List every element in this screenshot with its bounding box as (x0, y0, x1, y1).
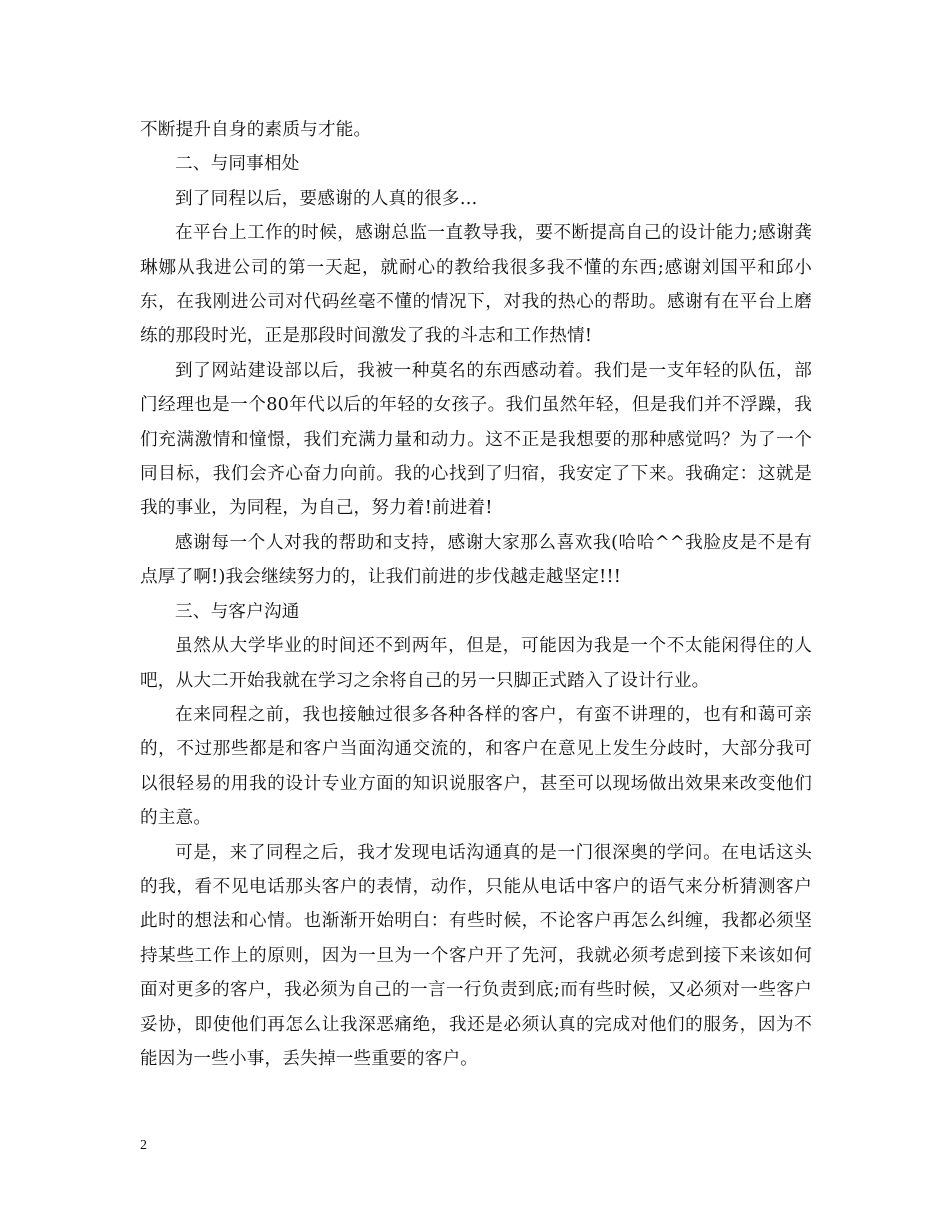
paragraph: 到了网站建设部以后，我被一种莫名的东西感动着。我们是一支年轻的队伍，部门经理也是一个80年代以后的年轻的女孩子。我们虽然年轻，但是我们并不浮躁，我们充满激情和憧憬，我们充满力量和动力。这不正是我想要的那种感觉吗？为了一个同目标，我们会齐心奋力向前。我的心找到了归宿，我安定了下来。我确定：这就是我的事业，为同程，为自己，努力着!前进着! (140, 360, 812, 519)
paragraph: 在平台上工作的时候，感谢总监一直教导我，要不断提高自己的设计能力;感谢龚琳娜从我进公司的第一天起，就耐心的教给我很多我不懂的东西;感谢刘国平和邱小东，在我刚进公司对代码丝毫不懂的情况下，对我的热心的帮助。感谢有在平台上磨练的那段时光，正是那段时间激发了我的斗志和工作热情! (140, 223, 812, 347)
page-number: 2 (140, 1138, 147, 1153)
paragraph: 可是，来了同程之后，我才发现电话沟通真的是一门很深奥的学问。在电话这头的我，看不见电话那头客户的表情，动作，只能从电话中客户的语气来分析猜测客户此时的想法和心情。也渐渐开始明白：有些时候，不论客户再怎么纠缠，我都必须坚持某些工作上的原则，因为一旦为一个客户开了先河，我就必须考虑到接下来该如何面对更多的客户，我必须为自己的一言一行负责到底;而有些时候，又必须对一些客户妥协，即使他们再怎么让我深恶痛绝，我还是必须认真的完成对他们的服务，因为不能因为一些小事，丢失掉一些重要的客户。 (140, 842, 812, 1069)
section-heading-customers: 三、与客户沟通 (175, 601, 300, 622)
section-heading-colleagues: 二、与同事相处 (175, 154, 300, 175)
paragraph: 虽然从大学毕业的时间还不到两年，但是，可能因为我是一个不太能闲得住的人吧，从大二开始我就在学习之余将自己的另一只脚正式踏入了设计行业。 (140, 636, 812, 691)
document-body (140, 113, 812, 1076)
paragraph-continuation: 不断提升自身的素质与才能。 (140, 120, 372, 140)
paragraph: 在来同程之前，我也接触过很多各种各样的客户，有蛮不讲理的，也有和蔼可亲的，不过那些都是和客户当面沟通交流的，和客户在意见上发生分歧时，大部分我可以很轻易的用我的设计专业方面的知识说服客户，甚至可以现场做出效果来改变他们的主意。 (140, 704, 812, 829)
paragraph: 感谢每一个人对我的帮助和支持，感谢大家那么喜欢我(哈哈^^我脸皮是不是有点厚了啊!)我会继续努力的，让我们前进的步伐越走越坚定!!! (140, 532, 812, 588)
paragraph: 到了同程以后，要感谢的人真的很多… (175, 188, 478, 209)
